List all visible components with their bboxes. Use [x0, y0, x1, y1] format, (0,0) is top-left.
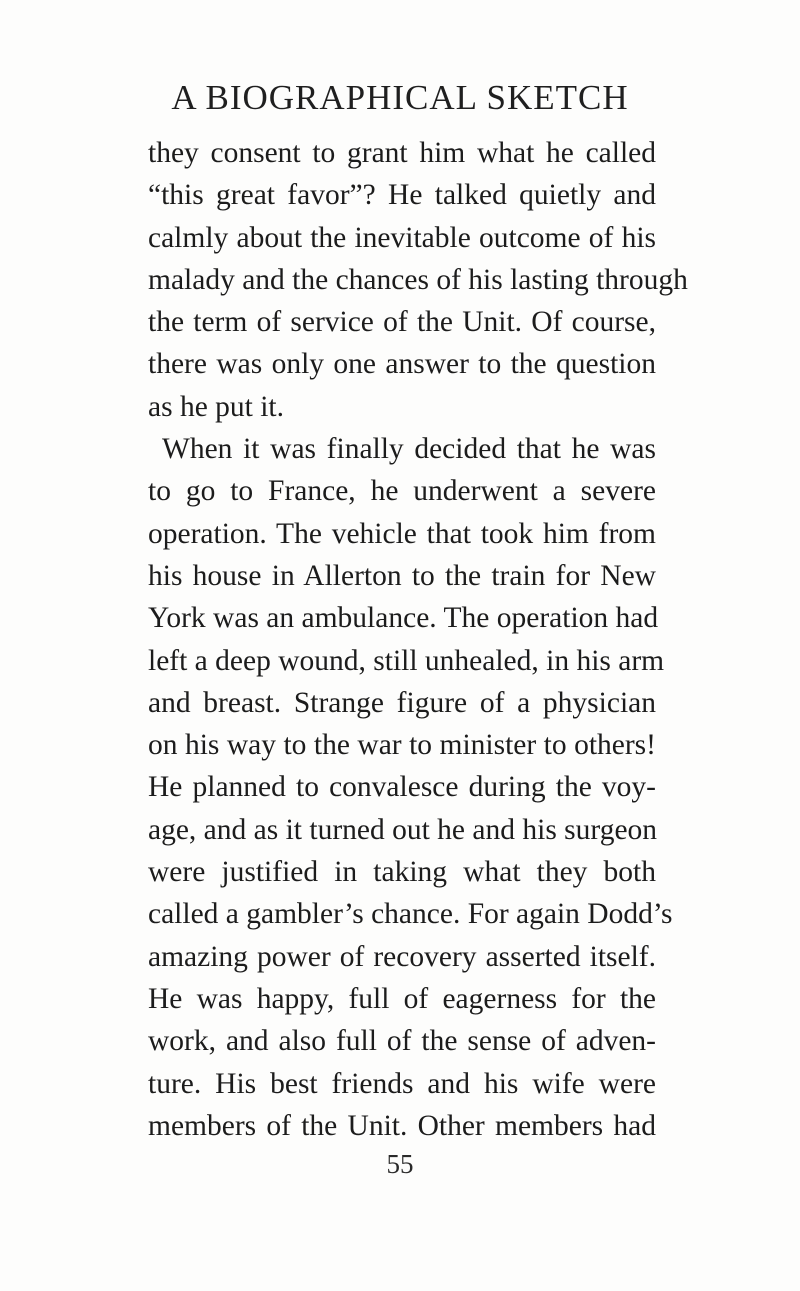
- body-text: [148, 132, 688, 1147]
- text-line: there was only one answer to the question: [148, 348, 656, 381]
- text-line: called a gambler’s chance. For again Dodd’s: [148, 898, 673, 931]
- text-line: calmly about the inevitable outcome of his: [148, 221, 656, 254]
- text-line: malady and the chances of his lasting through: [148, 263, 688, 296]
- text-line: left a deep wound, still unhealed, in his arm: [148, 644, 665, 677]
- text-line: they consent to grant him what he called: [148, 137, 656, 169]
- running-head: A BIOGRAPHICAL SKETCH: [171, 78, 629, 117]
- text-line: on his way to the war to minister to others!: [148, 729, 656, 762]
- text-line: and breast. Strange figure of a physician: [148, 686, 656, 719]
- text-line: ture. His best friends and his wife were: [148, 1067, 656, 1100]
- text-line: members of the Unit. Other members had: [148, 1109, 656, 1142]
- text-line: his house in Allerton to the train for New: [148, 559, 656, 592]
- text-line: age, and as it turned out he and his surgeon: [148, 813, 658, 846]
- text-line: He planned to convalesce during the voy-: [148, 771, 656, 804]
- text-line: York was an ambulance. The operation had: [148, 602, 659, 635]
- page-number: 55: [386, 1149, 414, 1179]
- text-line: work, and also full of the sense of adven-: [148, 1025, 656, 1058]
- text-line: were justified in taking what they both: [148, 856, 656, 889]
- text-line: He was happy, full of eagerness for the: [148, 982, 656, 1015]
- text-line: amazing power of recovery asserted itself.: [148, 940, 656, 973]
- text-line: “this great favor”? He talked quietly and: [148, 179, 656, 212]
- text-line: When it was finally decided that he was: [162, 433, 656, 466]
- text-line: to go to France, he underwent a severe: [148, 475, 656, 508]
- text-line: as he put it.: [148, 390, 285, 423]
- text-line: operation. The vehicle that took him from: [148, 517, 656, 550]
- text-line: the term of service of the Unit. Of course,: [148, 306, 656, 339]
